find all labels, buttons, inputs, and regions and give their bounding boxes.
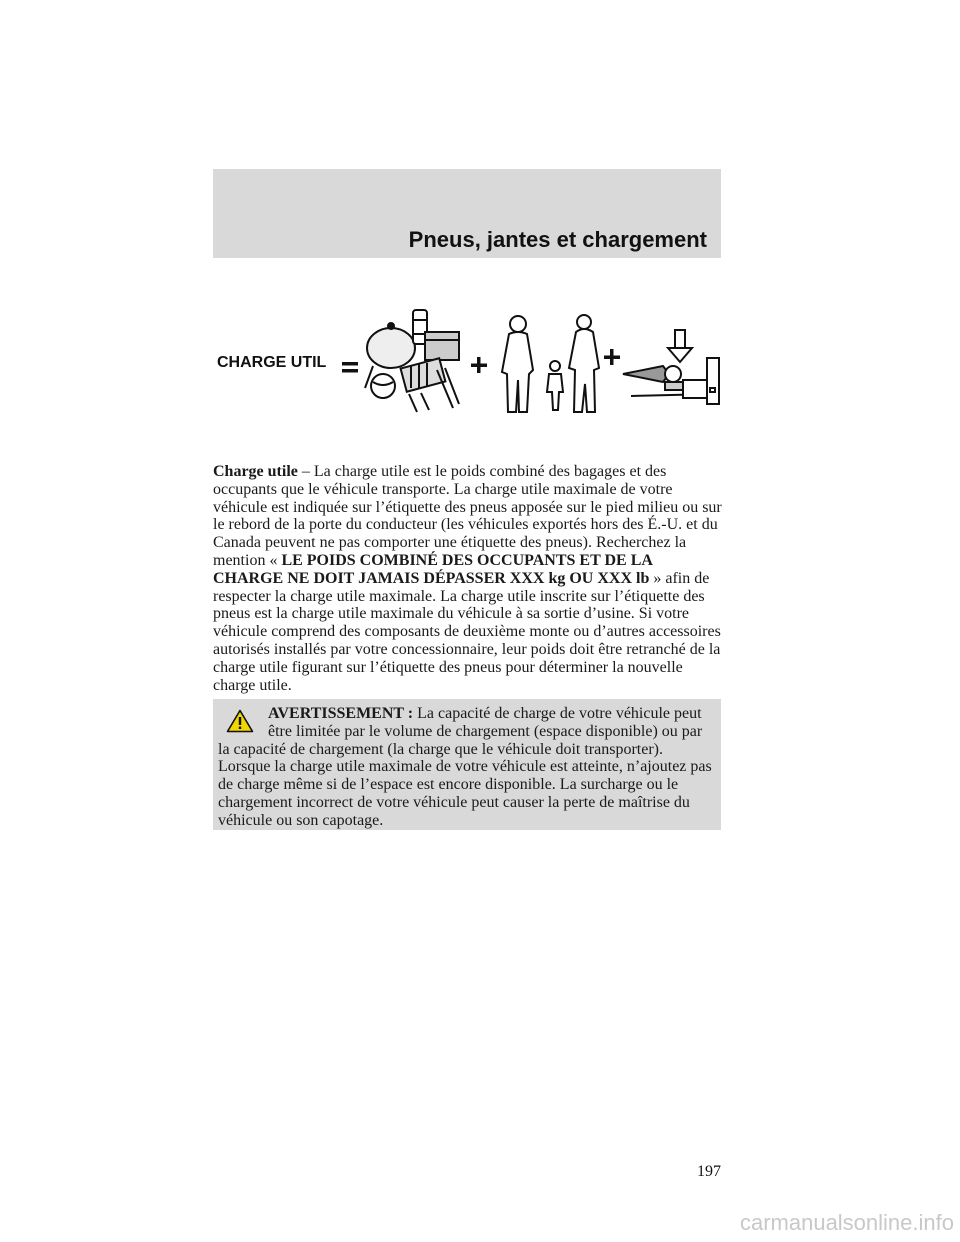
paragraph-tail: » afin de respecter la charge utile maximale. La charge utile inscrite sur l’étiquette des pneus est la charge utile maximale du véhicule à sa sortie d’usine. Si votre véhicule comprend des composants de deuxième monte ou d’autres accessoires autorisés installés par votre concessionnaire, leur poids doit être retranché de la charge utile figurant sur l’étiquette des pneus pour déterminer la nouvelle charge utile.	[213, 569, 721, 694]
warning-text	[218, 705, 716, 830]
paragraph-lead: – La charge utile est le poids combiné des bagages et des occupants que le véhicule transporte. La charge utile maximale de votre véhicule est indiquée sur l’étiquette des pneus apposée sur le pied milieu ou sur le rebord de la porte du conducteur (les véhicules exportés hors des É.-U. et du Canada peuvent ne pas comporter une étiquette des pneus). Recherchez la mention «	[213, 463, 722, 569]
warning-body: La capacité de charge de votre véhicule peut être limitée par le volume de chargement (espace disponible) ou par la capacité de chargement (la charge que le véhicule doit transporter). Lorsque la charge utile maximale de votre véhicule est atteinte, n’ajoutez pas de charge même si de l’espace est encore disponible. La surcharge ou le chargement incorrect de votre véhicule peut causer la perte de maîtrise du véhicule ou son capotage.	[218, 705, 712, 829]
equals-icon	[342, 362, 358, 373]
page-number: 197	[697, 1163, 721, 1180]
watermark: carmanualsonline.info	[739, 1210, 954, 1235]
payload-paragraph	[213, 463, 723, 694]
section-header	[213, 169, 721, 258]
paragraph-emphasis: LE POIDS COMBINÉ DES OCCUPANTS ET DE LA CHARGE NE DOIT JAMAIS DÉPASSER XXX kg OU XXX lb	[213, 551, 653, 587]
trailer-hitch-icon	[623, 330, 719, 404]
plus-icon	[604, 349, 620, 365]
payload-illustration	[213, 308, 723, 418]
warning-box	[213, 699, 721, 830]
plus-icon	[471, 357, 487, 373]
occupants-icon	[502, 315, 599, 412]
payload-label: CHARGE UTIL	[217, 354, 327, 371]
term-payload: Charge utile	[213, 463, 298, 480]
cargo-gear-icon	[365, 310, 459, 412]
section-title: Pneus, jantes et chargement	[408, 227, 707, 252]
warning-label: AVERTISSEMENT :	[268, 705, 414, 722]
